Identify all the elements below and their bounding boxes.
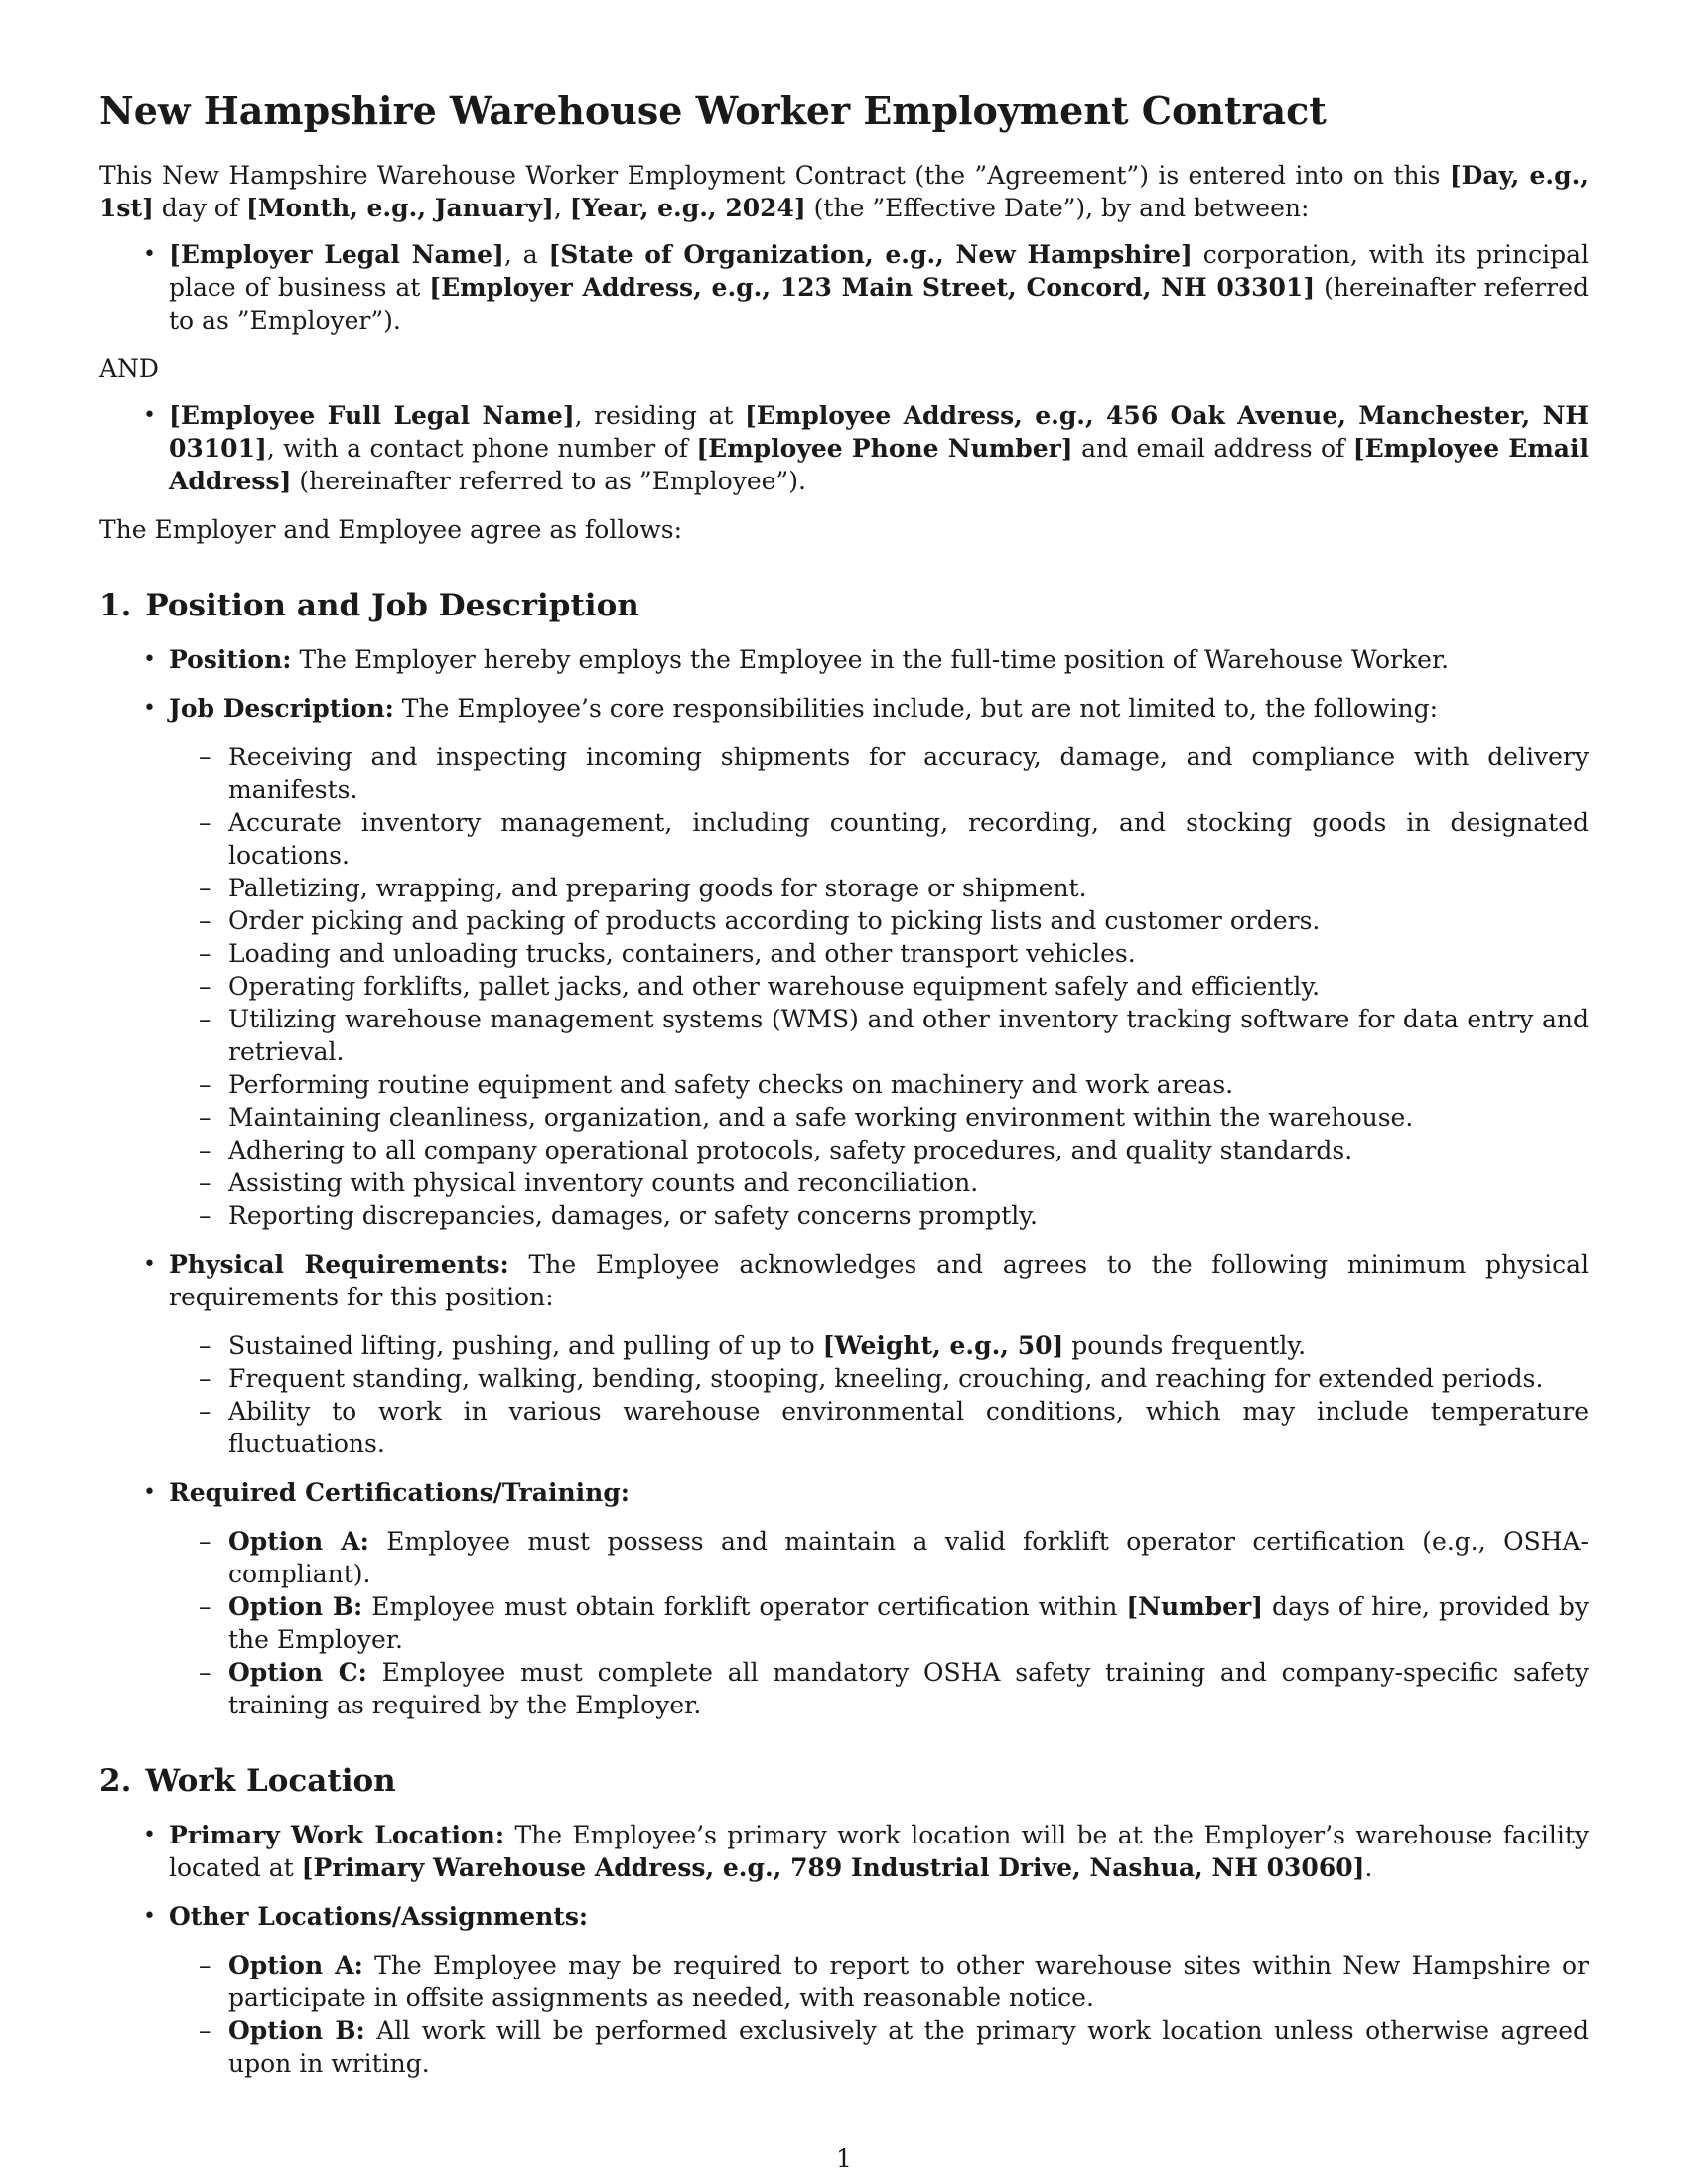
- employee-item: • [Employee Full Legal Name], residing at [Employee Address, e.g., 456 Oak Avenue, Manchester, NH 03101], with a contact phone number of [Employee Phone Number] and email address of [Employee Email Address] (hereinafter referred to as ”Employee”).: [169, 399, 1589, 497]
- location-option-a: – Option A: The Employee may be required to report to other warehouse sites within New Hampshire or participate in offsite assignments as needed, with reasonable notice.: [228, 1949, 1589, 2014]
- duty-item: – Operating forklifts, pallet jacks, and other warehouse equipment safely and efficiently.: [228, 970, 1589, 1003]
- page-number: 1: [836, 2144, 852, 2173]
- location-option-b: – Option B: All work will be performed exclusively at the primary work location unless otherwise agreed upon in writing.: [228, 2014, 1589, 2080]
- duty-item: – Receiving and inspecting incoming shipments for accuracy, damage, and compliance with delivery manifests.: [228, 741, 1589, 806]
- intro-paragraph: This New Hampshire Warehouse Worker Employment Contract (the ”Agreement”) is entered into on this [Day, e.g., 1st] day of [Month, e.g., January], [Year, e.g., 2024] (the ”Effective Date”), by and between:: [99, 161, 1589, 222]
- section-2-list: [99, 1819, 1589, 2080]
- employee-list: [99, 399, 1589, 497]
- certifications-item: • Required Certifications/Training: – Option A: Employee must possess and maintain a valid forklift operator certification (e.g., OSHA-compliant). – Option B: Employee must obtain forklift operator certification within [Number] days of hire, provided by the Employer. – Option C: Employee must complete all mandatory OSHA safety training and company-specific safety training as required by the Employer.: [169, 1476, 1589, 1721]
- placeholder-weight: [Weight, e.g., 50]: [822, 1331, 1064, 1360]
- other-locations-item: • Other Locations/Assignments: – Option A: The Employee may be required to report to other warehouse sites within New Hampshire or participate in offsite assignments as needed, with reasonable notice. – Option B: All work will be performed exclusively at the primary work location unless otherwise agreed upon in writing.: [169, 1900, 1589, 2080]
- duty-item: – Performing routine equipment and safety checks on machinery and work areas.: [228, 1068, 1589, 1101]
- section-1-heading: 1. Position and Job Description: [99, 588, 639, 623]
- certifications-list: [169, 1525, 1589, 1721]
- job-description-item: • Job Description: The Employee’s core responsibilities include, but are not limited to, the following: – Receiving and inspecting incoming shipments for accuracy, damage, and compliance with delivery manifests. – Accurate inventory management, including counting, recording, and stocking goods in designated locations. – Palletizing, wrapping, and preparing goods for storage or shipment. – Order picking and packing of products according to picking lists and customer orders. – Loading and unloading trucks, containers, and other transport vehicles. – Operating forklifts, pallet jacks, and other warehouse equipment safely and efficiently. – Utilizing warehouse management systems (WMS) and other inventory tracking software for data entry and retrieval. – Performing routine equipment and safety checks on machinery and work areas. – Maintaining cleanliness, organization, and a safe working environment within the warehouse. – Adhering to all company operational protocols, safety procedures, and quality standards. – Assisting with physical inventory counts and reconciliation. – Reporting discrepancies, damages, or safety concerns promptly.: [169, 692, 1589, 1232]
- duty-item: – Order picking and packing of products according to picking lists and customer orders.: [228, 904, 1589, 937]
- duty-item: – Accurate inventory management, including counting, recording, and stocking goods in designated locations.: [228, 806, 1589, 872]
- position-item: • Position: The Employer hereby employs the Employee in the full-time position of Warehouse Worker.: [169, 643, 1589, 676]
- placeholder-state: [State of Organization, e.g., New Hampshire]: [548, 240, 1193, 269]
- and-separator: AND: [99, 354, 159, 383]
- duty-item: – Loading and unloading trucks, containers, and other transport vehicles.: [228, 937, 1589, 970]
- locations-list: [169, 1949, 1589, 2080]
- placeholder-employer-name: [Employer Legal Name]: [169, 240, 504, 269]
- employer-list: [99, 238, 1589, 337]
- placeholder-employee-name: [Employee Full Legal Name]: [169, 401, 575, 430]
- placeholder-employee-phone: [Employee Phone Number]: [696, 434, 1073, 463]
- physical-item: – Frequent standing, walking, bending, stooping, kneeling, crouching, and reaching for extended periods.: [228, 1362, 1589, 1395]
- duty-item: – Palletizing, wrapping, and preparing goods for storage or shipment.: [228, 872, 1589, 904]
- document-title: New Hampshire Warehouse Worker Employment Contract: [99, 88, 1327, 133]
- duty-item: – Assisting with physical inventory counts and reconciliation.: [228, 1166, 1589, 1199]
- physical-item: – Sustained lifting, pushing, and pulling of up to [Weight, e.g., 50] pounds frequently.: [228, 1329, 1589, 1362]
- physical-requirements-item: • Physical Requirements: The Employee acknowledges and agrees to the following minimum physical requirements for this position: – Sustained lifting, pushing, and pulling of up to [Weight, e.g., 50] pounds frequently. – Frequent standing, walking, bending, stooping, kneeling, crouching, and reaching for extended periods. – Ability to work in various warehouse environmental conditions, which may include temperature fluctuations.: [169, 1248, 1589, 1460]
- placeholder-year: [Year, e.g., 2024]: [569, 194, 806, 222]
- duty-item: – Adhering to all company operational protocols, safety procedures, and quality standards.: [228, 1134, 1589, 1166]
- duty-item: – Utilizing warehouse management systems (WMS) and other inventory tracking software for data entry and retrieval.: [228, 1003, 1589, 1068]
- section-1-list: [99, 643, 1589, 1721]
- duties-list: [169, 741, 1589, 1232]
- section-2-heading: 2. Work Location: [99, 1763, 396, 1799]
- placeholder-warehouse-address: [Primary Warehouse Address, e.g., 789 Industrial Drive, Nashua, NH 03060]: [301, 1853, 1365, 1882]
- placeholder-employer-address: [Employer Address, e.g., 123 Main Street, Concord, NH 03301]: [429, 273, 1316, 302]
- cert-option-a: – Option A: Employee must possess and maintain a valid forklift operator certification (e.g., OSHA-compliant).: [228, 1525, 1589, 1590]
- agree-paragraph: The Employer and Employee agree as follows:: [99, 515, 683, 544]
- primary-location-item: • Primary Work Location: The Employee’s primary work location will be at the Employer’s warehouse facility located at [Primary Warehouse Address, e.g., 789 Industrial Drive, Nashua, NH 03060].: [169, 1819, 1589, 1884]
- duty-item: – Maintaining cleanliness, organization, and a safe working environment within the warehouse.: [228, 1101, 1589, 1134]
- document-page: [99, 87, 1589, 2096]
- placeholder-employee-address: [Employee Address, e.g., 456 Oak Avenue, Manchester, NH 03101]: [169, 401, 1589, 463]
- placeholder-month: [Month, e.g., January]: [246, 194, 554, 222]
- cert-option-b: – Option B: Employee must obtain forklift operator certification within [Number] days of hire, provided by the Employer.: [228, 1590, 1589, 1656]
- placeholder-employee-email: [Employee Email Address]: [169, 434, 1590, 495]
- physical-list: [169, 1329, 1589, 1460]
- placeholder-number: [Number]: [1126, 1592, 1264, 1621]
- placeholder-day: [Day, e.g., 1st]: [99, 161, 1589, 222]
- duty-item: – Reporting discrepancies, damages, or safety concerns promptly.: [228, 1199, 1589, 1232]
- cert-option-c: – Option C: Employee must complete all mandatory OSHA safety training and company-specific safety training as required by the Employer.: [228, 1656, 1589, 1721]
- employer-item: • [Employer Legal Name], a [State of Organization, e.g., New Hampshire] corporation, with its principal place of business at [Employer Address, e.g., 123 Main Street, Concord, NH 03301] (hereinafter referred to as ”Employer”).: [169, 238, 1589, 337]
- physical-item: – Ability to work in various warehouse environmental conditions, which may include temperature fluctuations.: [228, 1395, 1589, 1460]
